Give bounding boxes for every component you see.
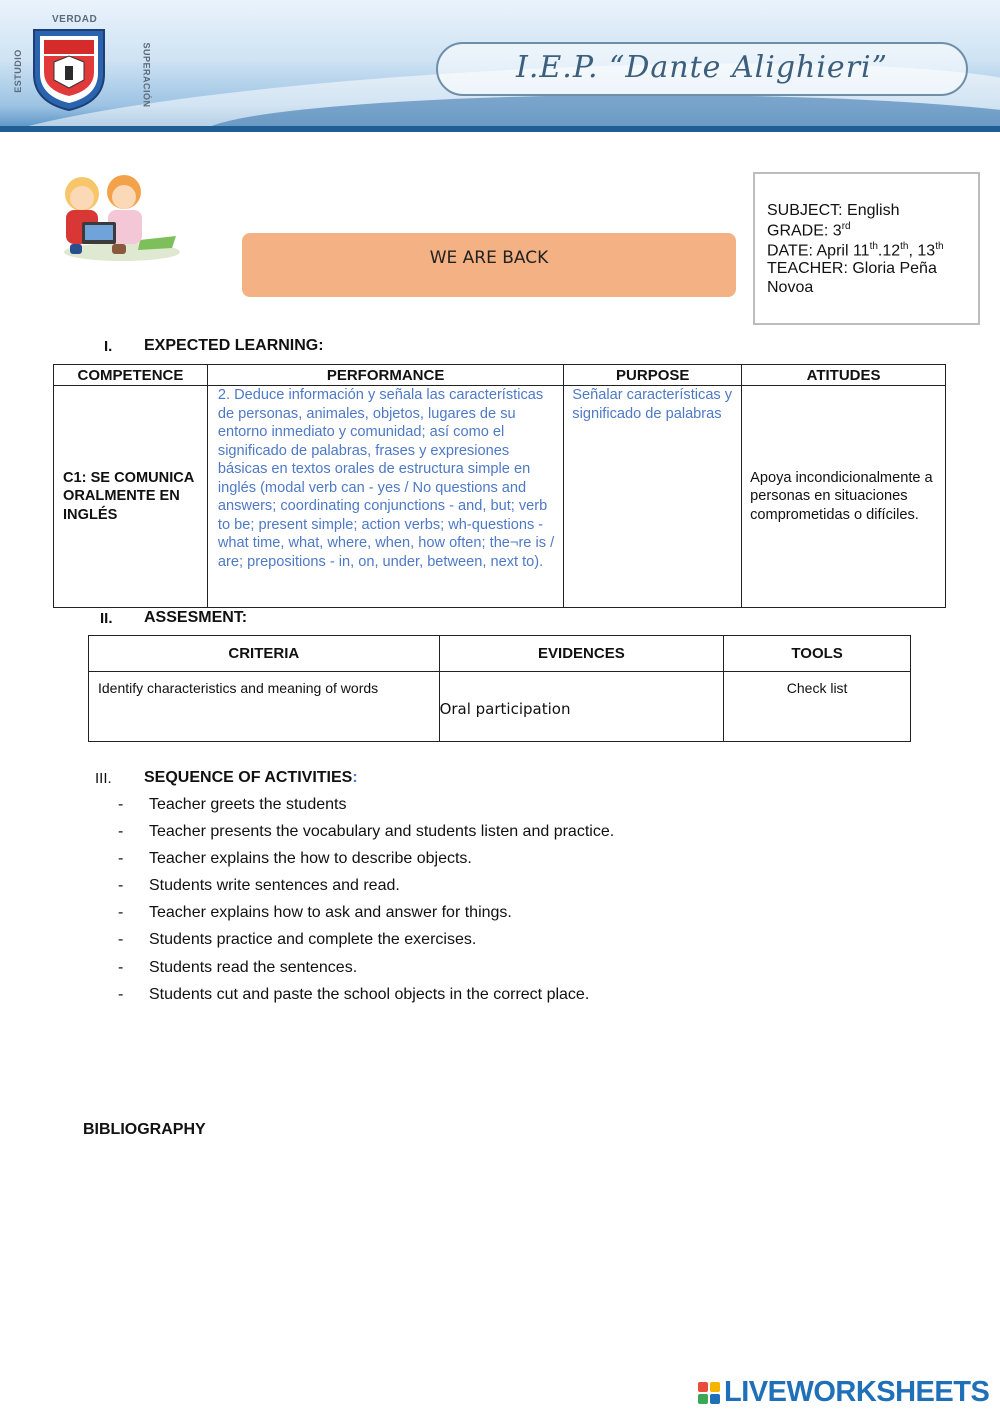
section1-number: I. xyxy=(104,338,113,355)
info-teacher-line2: Novoa xyxy=(767,279,814,296)
list-item-text: Teacher explains the how to describe objects. xyxy=(149,850,472,868)
section2-number: II. xyxy=(100,610,113,627)
school-name: I.E.P. “Dante Alighieri” xyxy=(516,50,888,85)
assessment-table xyxy=(88,635,911,742)
section3-title-colon: : xyxy=(352,769,358,786)
logo-square-red xyxy=(698,1382,708,1392)
lesson-info-box xyxy=(753,172,980,325)
cell-attitudes: Apoya incondicionalmente a personas en situaciones comprometidas o difíciles. xyxy=(742,386,946,608)
list-bullet: - xyxy=(118,985,124,1003)
section3-title: SEQUENCE OF ACTIVITIES xyxy=(144,769,353,786)
list-bullet: - xyxy=(118,958,124,976)
cell-evidences: Oral participation xyxy=(439,672,724,742)
list-bullet: - xyxy=(118,931,124,949)
list-bullet: - xyxy=(118,796,124,813)
list-bullet: - xyxy=(118,904,124,922)
list-bullet: - xyxy=(118,850,124,868)
cell-criteria: Identify characteristics and meaning of words xyxy=(89,672,440,742)
info-date xyxy=(767,241,944,260)
logo-square-green xyxy=(698,1394,708,1404)
cell-performance: 2. Deduce información y señala las características de personas, animales, objetos, lugares de su entorno inmediato y comunidad; así como el significado de palabras, frases y expresiones básicas en textos orales de estructura simple en inglés (modal verb can - yes / No questions and answers; coordinating conjunctions - and, but; verb to be; present simple; action verbs; wh-questions - what time, what, where, when, how often; the¬re is / are; prepositions - in, on, under, between, next to). xyxy=(207,386,563,608)
info-date-mid: .12 xyxy=(877,242,901,260)
info-date-mid2: , 13 xyxy=(908,242,936,260)
info-date-prefix: DATE: April 11 xyxy=(767,242,870,260)
table-header-row xyxy=(89,636,911,672)
school-shield-icon xyxy=(32,26,106,112)
activities-list xyxy=(118,796,818,1013)
list-item-text: Teacher explains how to ask and answer for things. xyxy=(149,904,512,922)
list-item-text: Teacher greets the students xyxy=(149,796,347,813)
list-item xyxy=(118,904,818,931)
table-row xyxy=(89,672,911,742)
logo-square-blue xyxy=(710,1394,720,1404)
list-item xyxy=(118,931,818,958)
liveworksheets-brand: LIVEWORKSHEETS xyxy=(724,1376,990,1408)
table-header-row xyxy=(54,365,946,386)
lesson-title-bar xyxy=(242,233,736,297)
list-bullet: - xyxy=(118,877,124,895)
info-teacher-line1: TEACHER: Gloria Peña xyxy=(767,260,937,277)
header-evidences: EVIDENCES xyxy=(439,636,724,672)
logo-square-yellow xyxy=(710,1382,720,1392)
liveworksheets-logo[interactable] xyxy=(698,1376,994,1410)
info-grade xyxy=(767,221,851,240)
bibliography-heading: BIBLIOGRAPHY xyxy=(83,1121,206,1138)
table-row xyxy=(54,386,946,608)
school-logo xyxy=(10,8,150,118)
section1-title: EXPECTED LEARNING: xyxy=(144,337,324,354)
list-item-text: Teacher presents the vocabulary and students listen and practice. xyxy=(149,823,615,841)
kids-illustration xyxy=(52,170,180,262)
cell-tools: Check list xyxy=(724,672,911,742)
list-item xyxy=(118,796,818,823)
header-performance: PERFORMANCE xyxy=(207,365,563,386)
header-purpose: PURPOSE xyxy=(564,365,742,386)
section2-title: ASSESMENT: xyxy=(144,609,248,626)
section3-title-wrap xyxy=(144,769,358,787)
list-item-text: Students write sentences and read. xyxy=(149,877,400,895)
info-subject: SUBJECT: English xyxy=(767,202,900,219)
info-grade-sup: rd xyxy=(841,221,851,232)
logo-word-top: VERDAD xyxy=(52,14,98,25)
list-bullet: - xyxy=(118,823,124,841)
banner-stripe xyxy=(0,126,1000,132)
expected-learning-table xyxy=(53,364,946,608)
info-date-sup2: th xyxy=(900,241,909,252)
lesson-title: WE ARE BACK xyxy=(429,248,549,268)
cell-competence: C1: SE COMUNICA ORALMENTE EN INGLÉS xyxy=(54,386,208,608)
info-date-sup3: th xyxy=(935,241,944,252)
cell-purpose: Señalar características y significado de palabras xyxy=(564,386,742,608)
header-banner xyxy=(0,0,1000,132)
list-item xyxy=(118,959,818,986)
list-item-text: Students read the sentences. xyxy=(149,958,358,976)
header-tools: TOOLS xyxy=(724,636,911,672)
info-date-sup1: th xyxy=(869,241,878,252)
logo-word-right: SUPERACIÓN xyxy=(141,42,152,108)
list-item xyxy=(118,986,818,1013)
list-item xyxy=(118,850,818,877)
school-name-pill xyxy=(436,42,968,96)
header-attitudes: ATITUDES xyxy=(742,365,946,386)
logo-word-left: ESTUDIO xyxy=(12,49,23,93)
list-item xyxy=(118,823,818,850)
list-item-text: Students practice and complete the exercises. xyxy=(149,931,477,949)
header-criteria: CRITERIA xyxy=(89,636,440,672)
list-item-text: Students cut and paste the school objects in the correct place. xyxy=(149,985,590,1003)
info-grade-text: GRADE: 3 xyxy=(767,222,842,240)
header-competence: COMPETENCE xyxy=(54,365,208,386)
list-item xyxy=(118,877,818,904)
section3-number: III. xyxy=(95,770,112,787)
